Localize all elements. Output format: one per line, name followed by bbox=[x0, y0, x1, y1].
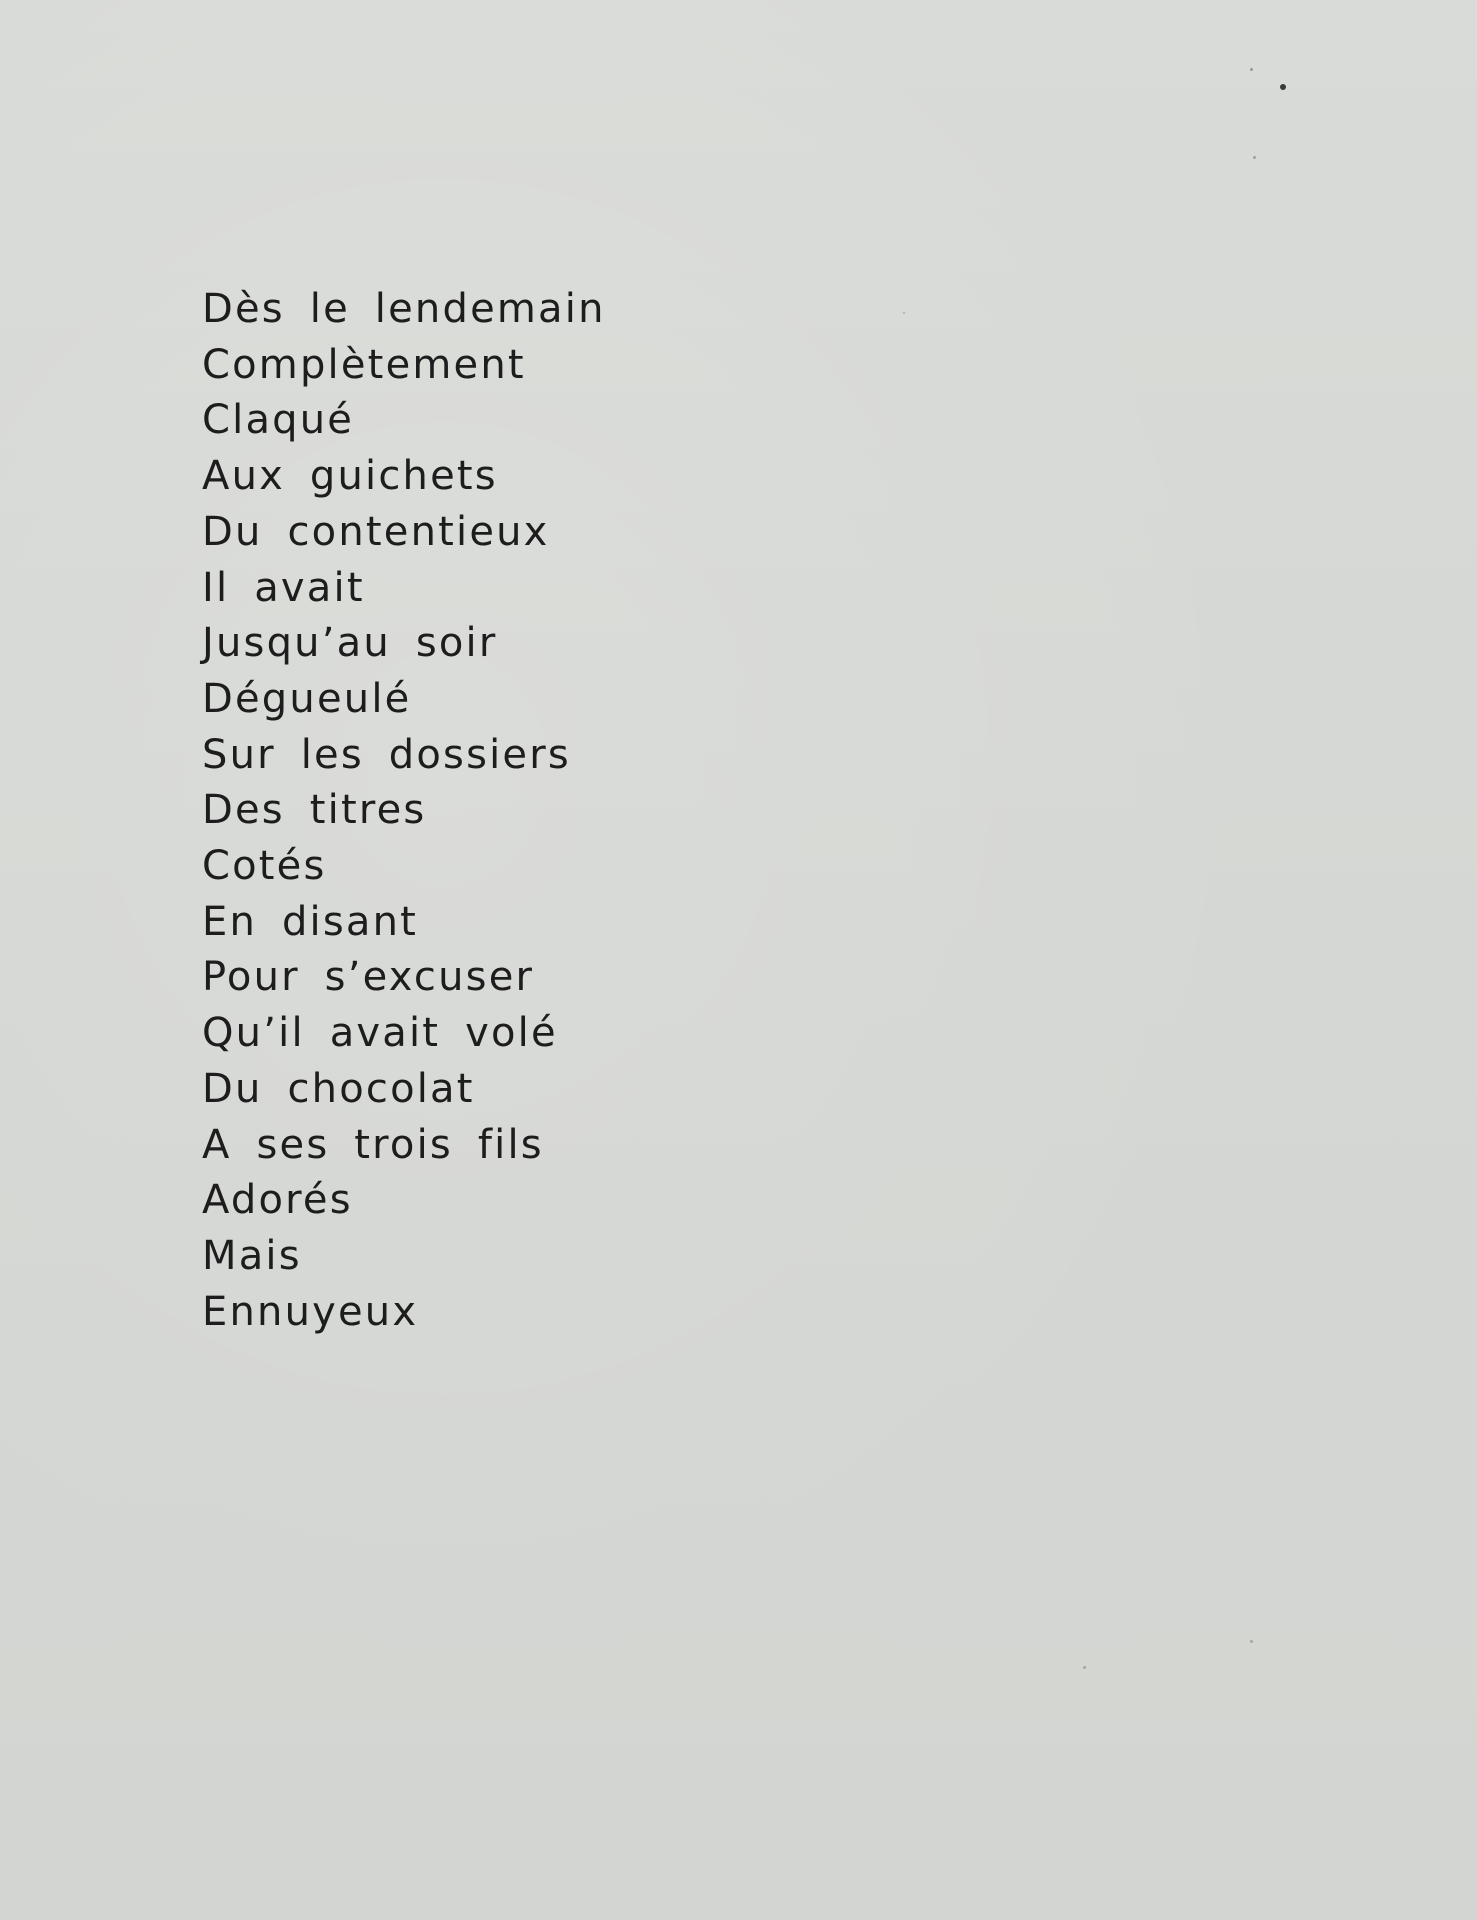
poem-line-18: Mais bbox=[202, 1232, 302, 1279]
poem-line-3: Claqué bbox=[202, 397, 355, 444]
paper-speck bbox=[1250, 68, 1253, 71]
poem-line-16: A ses trois fils bbox=[202, 1121, 544, 1168]
poem-line-10: Des titres bbox=[202, 787, 427, 834]
poem-line-4: Aux guichets bbox=[202, 453, 498, 500]
paper-speck bbox=[903, 312, 905, 314]
poem-line-9: Sur les dossiers bbox=[202, 731, 571, 778]
poem-text bbox=[202, 282, 606, 1340]
poem-line-5: Du contentieux bbox=[202, 508, 550, 555]
poem-line-8: Dégueulé bbox=[202, 675, 412, 722]
poem-line-2: Complètement bbox=[202, 341, 526, 388]
paper-speck bbox=[1280, 84, 1286, 90]
paper-speck bbox=[1083, 1666, 1086, 1669]
paper-speck bbox=[1250, 1640, 1253, 1643]
poem-line-13: Pour s’excuser bbox=[202, 954, 535, 1001]
paper-speck bbox=[1253, 156, 1256, 159]
poem-line-15: Du chocolat bbox=[202, 1065, 475, 1112]
poem-line-19: Ennuyeux bbox=[202, 1288, 419, 1335]
poem-line-1: Dès le lendemain bbox=[202, 286, 606, 332]
poem-line-17: Adorés bbox=[202, 1177, 353, 1224]
poem-line-11: Cotés bbox=[202, 843, 327, 890]
poem-line-12: En disant bbox=[202, 898, 419, 945]
poem-line-14: Qu’il avait volé bbox=[202, 1010, 558, 1057]
poem-line-7: Jusqu’au soir bbox=[202, 620, 498, 667]
poem-line-6: Il avait bbox=[202, 564, 365, 611]
